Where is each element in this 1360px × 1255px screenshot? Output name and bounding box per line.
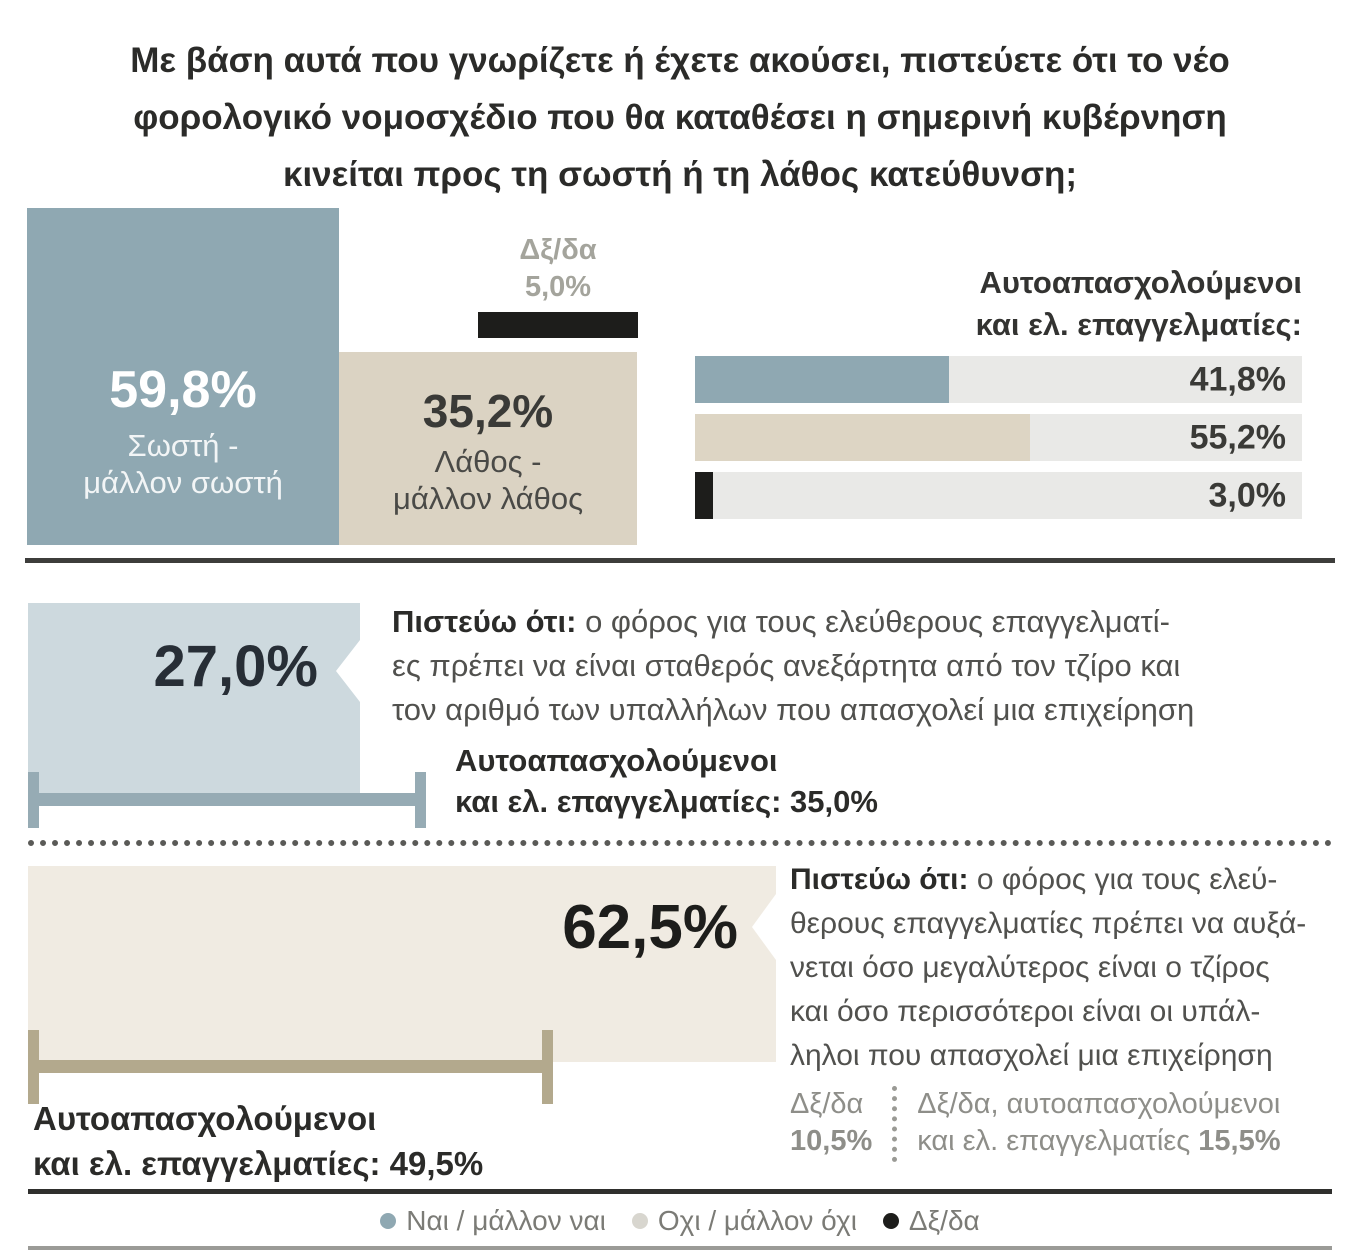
legend-dot-no-icon bbox=[632, 1213, 648, 1229]
title-line-1: Με βάση αυτά που γνωρίζετε ή έχετε ακούσει, πιστεύετε ότι το νέο bbox=[130, 41, 1230, 80]
bar-wrong-value: 35,2% bbox=[422, 385, 554, 437]
title-line-2: φορολογικό νομοσχέδιο που θα καταθέσει η σημερινή κυβέρνηση bbox=[133, 98, 1227, 137]
selfemployed-bars bbox=[695, 356, 1302, 530]
section-divider-dotted bbox=[28, 840, 1332, 846]
statement2-selfemployed-line2: και ελ. επαγγελματίες: 49,5% bbox=[33, 1145, 484, 1182]
statement1-prefix: Πιστεύω ότι: bbox=[392, 604, 577, 639]
statement2-prefix: Πιστεύω ότι: bbox=[790, 863, 969, 896]
section-divider-solid bbox=[25, 558, 1335, 563]
selfemployed-heading bbox=[882, 262, 1302, 346]
statement2-line1: Πιστεύω ότι: ο φόρος για τους ελεύ- bbox=[790, 863, 1278, 896]
legend-dot-yes-icon bbox=[380, 1213, 396, 1229]
dontknow-selfemployed-value: 15,5% bbox=[1198, 1125, 1281, 1157]
legend-item-no bbox=[632, 1205, 857, 1237]
statement2-range-cap-left bbox=[28, 1030, 39, 1104]
statement1-selfemployed-line2: και ελ. επαγγελματίες: 35,0% bbox=[455, 784, 878, 819]
statement2-block bbox=[28, 866, 776, 1062]
statement2-selfemployed-label bbox=[33, 1096, 483, 1186]
statement1-selfemployed-label bbox=[455, 740, 878, 822]
statement2-selfemployed-line1: Αυτοαπασχολούμενοι bbox=[33, 1100, 377, 1137]
bar-dontknow bbox=[478, 312, 638, 338]
hbar-fill-dk bbox=[695, 472, 713, 519]
dontknow-selfemployed-line2: και ελ. επαγγελματίες 15,5% bbox=[917, 1125, 1281, 1157]
legend-label-no: Οχι / μάλλον όχι bbox=[657, 1205, 857, 1236]
dontknow-total bbox=[790, 1086, 872, 1160]
legend-item-yes bbox=[380, 1205, 606, 1237]
hbar-fill-yes bbox=[695, 356, 949, 403]
hbar-row-yes bbox=[695, 356, 1302, 403]
hbar-row-dk bbox=[695, 472, 1302, 519]
legend bbox=[0, 1198, 1360, 1244]
statement2-range-cap-right bbox=[542, 1030, 553, 1104]
statement2-range-bar bbox=[28, 1060, 553, 1073]
bar-wrong-direction bbox=[339, 352, 637, 545]
hbar-row-no bbox=[695, 414, 1302, 461]
dontknow-divider-dotted bbox=[892, 1086, 897, 1162]
legend-rule-bottom bbox=[28, 1246, 1332, 1250]
statement1-range-bar bbox=[28, 793, 426, 806]
statement1-line2: ες πρέπει να είναι σταθερός ανεξάρτητα από τον τζίρο και bbox=[392, 648, 1181, 683]
dontknow-total-label: Δξ/δα bbox=[790, 1088, 864, 1120]
statement1-text bbox=[392, 600, 1222, 732]
bar-wrong-label2: μάλλον λάθος bbox=[392, 481, 584, 516]
statement2-line4: και όσο περισσότεροι είναι οι υπάλ- bbox=[790, 995, 1261, 1028]
legend-dot-dk-icon bbox=[883, 1213, 899, 1229]
hbar-value-yes: 41,8% bbox=[1189, 360, 1286, 398]
statement2-line5: ληλοι που απασχολεί μια επιχείρηση bbox=[790, 1039, 1273, 1072]
legend-item-dk bbox=[883, 1205, 980, 1237]
statement2-line2: θερους επαγγελματίες πρέπει να αυξά- bbox=[790, 907, 1307, 940]
statement2-line3: νεται όσο μεγαλύτερος είναι ο τζίρος bbox=[790, 951, 1270, 984]
statement1-value: 27,0% bbox=[153, 634, 318, 699]
hbar-value-dk: 3,0% bbox=[1208, 476, 1286, 514]
hbar-value-no: 55,2% bbox=[1189, 418, 1286, 456]
statement1-block bbox=[28, 603, 360, 800]
statement2-dontknow-row bbox=[790, 1086, 1280, 1162]
selfemployed-heading-line2: και ελ. επαγγελματίες: bbox=[975, 307, 1302, 342]
bar-correct-direction bbox=[27, 208, 339, 545]
legend-rule-top bbox=[28, 1189, 1332, 1194]
dontknow-selfemployed-line1: Δξ/δα, αυτοαπασχολούμενοι bbox=[917, 1088, 1281, 1120]
legend-label-dk: Δξ/δα bbox=[908, 1205, 980, 1236]
bar-correct-value: 59,8% bbox=[109, 361, 257, 419]
statement1-range-cap-right bbox=[415, 772, 426, 828]
page-title bbox=[0, 32, 1360, 203]
dontknow-selfemployed bbox=[917, 1086, 1280, 1160]
dontknow-total-value: 10,5% bbox=[790, 1125, 873, 1157]
statement1-line1: Πιστεύω ότι: ο φόρος για τους ελεύθερους επαγγελματί- bbox=[392, 604, 1170, 639]
legend-label-yes: Ναι / μάλλον ναι bbox=[406, 1205, 606, 1236]
bar-correct-label1: Σωστή - bbox=[127, 428, 239, 463]
statement1-range-cap-left bbox=[28, 772, 39, 828]
statement2-text bbox=[790, 858, 1350, 1078]
bar-wrong-label1: Λάθος - bbox=[434, 444, 542, 479]
dontknow-label-value: 5,0% bbox=[524, 271, 592, 303]
selfemployed-heading-line1: Αυτοαπασχολούμενοι bbox=[979, 265, 1302, 300]
title-line-3: κινείται προς τη σωστή ή τη λάθος κατεύθυνση; bbox=[282, 155, 1078, 194]
statement2-value: 62,5% bbox=[562, 893, 738, 962]
statement1-selfemployed-line1: Αυτοαπασχολούμενοι bbox=[455, 743, 778, 778]
bar-dontknow-label bbox=[458, 232, 658, 306]
statement1-line3: τον αριθμό των υπαλλήλων που απασχολεί μια επιχείρηση bbox=[392, 692, 1195, 727]
bar-correct-label2: μάλλον σωστή bbox=[83, 465, 283, 500]
dontknow-label-text: Δξ/δα bbox=[519, 234, 597, 266]
hbar-fill-no bbox=[695, 414, 1030, 461]
